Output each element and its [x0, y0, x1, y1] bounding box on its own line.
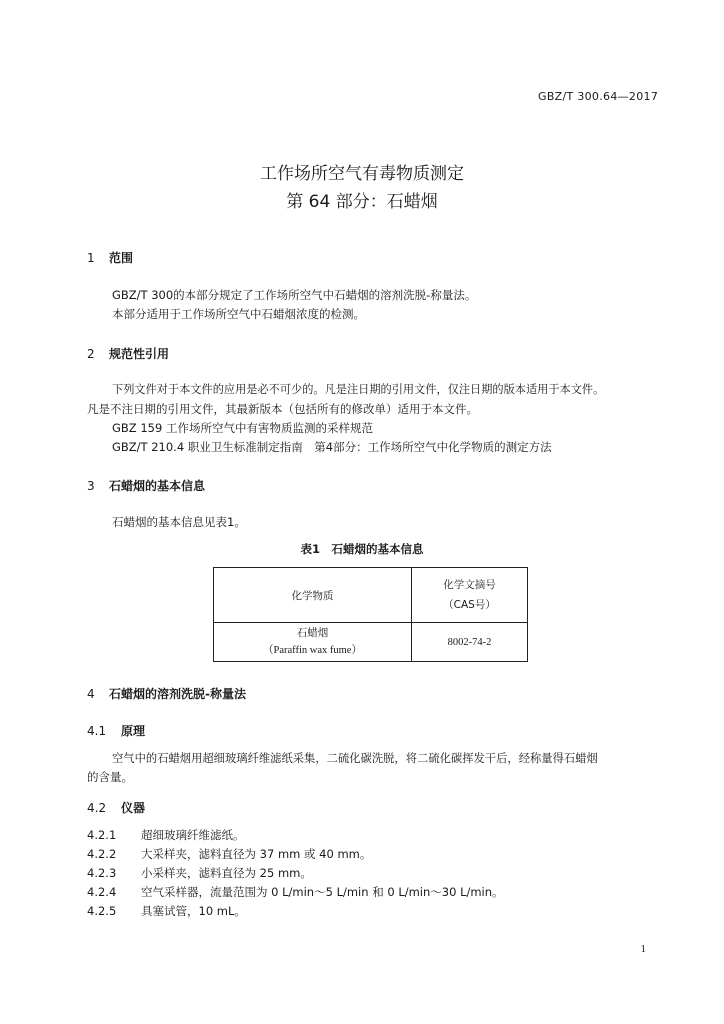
section-number: 4: [87, 687, 95, 701]
document-title: 工作场所空气有毒物质测定: [260, 164, 464, 184]
substance-name-cn: 石蜡烟: [296, 627, 329, 639]
section-title: 石蜡烟的溶剂洗脱-称量法: [109, 687, 246, 701]
section-3-heading: [87, 477, 205, 494]
section-1-heading: [87, 249, 133, 266]
list-item: [87, 865, 312, 881]
list-item: [87, 827, 245, 843]
reference-title: 职业卫生标准制定指南 第4部分：工作场所空气中化学物质的测定方法: [187, 440, 552, 454]
section-4-2-heading: [87, 799, 145, 816]
section-title: 仪器: [121, 801, 146, 815]
table-caption: 表1 石蜡烟的基本信息: [300, 542, 424, 556]
paragraph: 石蜡烟的基本信息见表1。: [112, 515, 246, 529]
section-title: 原理: [121, 724, 146, 738]
section-title: 规范性引用: [109, 347, 170, 361]
section-number: 2: [87, 347, 95, 361]
item-text: 具塞试管，10 mL。: [141, 904, 246, 918]
paragraph: 下列文件对于本文件的应用是必不可少的。凡是注日期的引用文件，仅注日期的版本适用于本文件。: [112, 383, 605, 396]
section-number: 4.1: [87, 724, 107, 738]
normative-reference: [112, 439, 552, 455]
header-cas-line2: （CAS号）: [443, 599, 496, 611]
document-subtitle: 第 64 部分：石蜡烟: [286, 192, 438, 212]
paragraph: GBZ/T 300的本部分规定了工作场所空气中石蜡烟的溶剂洗脱-称量法。: [112, 288, 477, 302]
item-number: 4.2.2: [87, 847, 117, 861]
section-4-1-heading: [87, 722, 145, 739]
cell-substance-name: [214, 623, 412, 662]
section-2-heading: [87, 345, 169, 362]
section-4-heading: [87, 685, 246, 702]
table-row: [214, 623, 528, 662]
cell-cas-number: 8002-74-2: [412, 623, 528, 662]
list-item: [87, 846, 371, 862]
page-number: 1: [640, 943, 646, 955]
header-cell-substance: 化学物质: [214, 568, 412, 623]
basic-info-table: [213, 567, 528, 662]
reference-code: GBZ/T 210.4: [112, 440, 185, 454]
section-number: 3: [87, 479, 95, 493]
header-cas-line1: 化学文摘号: [443, 579, 496, 591]
item-text: 超细玻璃纤维滤纸。: [141, 828, 245, 842]
paragraph: 凡是不注日期的引用文件，其最新版本（包括所有的修改单）适用于本文件。: [87, 402, 478, 416]
paragraph: 的含量。: [87, 770, 133, 784]
section-title: 范围: [109, 251, 134, 265]
item-number: 4.2.1: [87, 828, 117, 842]
list-item: [87, 903, 246, 919]
item-number: 4.2.5: [87, 904, 117, 918]
item-text: 空气采样器，流量范围为 0 L/min～5 L/min 和 0 L/min～30 L/min。: [141, 885, 504, 899]
normative-reference: [112, 420, 373, 436]
table-header-row: [214, 568, 528, 623]
item-text: 小采样夹，滤料直径为 25 mm。: [141, 866, 312, 880]
paragraph: 空气中的石蜡烟用超细玻璃纤维滤纸采集，二硫化碳洗脱，将二硫化碳挥发干后，经称量得石蜡烟: [112, 752, 598, 765]
section-number: 1: [87, 251, 95, 265]
substance-name-en: （Paraffin wax fume）: [263, 645, 362, 656]
header-cell-cas: [412, 568, 528, 623]
section-title: 石蜡烟的基本信息: [109, 479, 206, 493]
paragraph: 本部分适用于工作场所空气中石蜡烟浓度的检测。: [112, 307, 365, 321]
item-number: 4.2.4: [87, 885, 117, 899]
item-text: 大采样夹，滤料直径为 37 mm 或 40 mm。: [141, 847, 372, 861]
standard-code: GBZ/T 300.64—2017: [538, 90, 659, 103]
reference-code: GBZ 159: [112, 421, 163, 435]
item-number: 4.2.3: [87, 866, 117, 880]
list-item: [87, 884, 504, 900]
section-number: 4.2: [87, 801, 107, 815]
reference-title: 工作场所空气中有害物质监测的采样规范: [165, 421, 373, 435]
